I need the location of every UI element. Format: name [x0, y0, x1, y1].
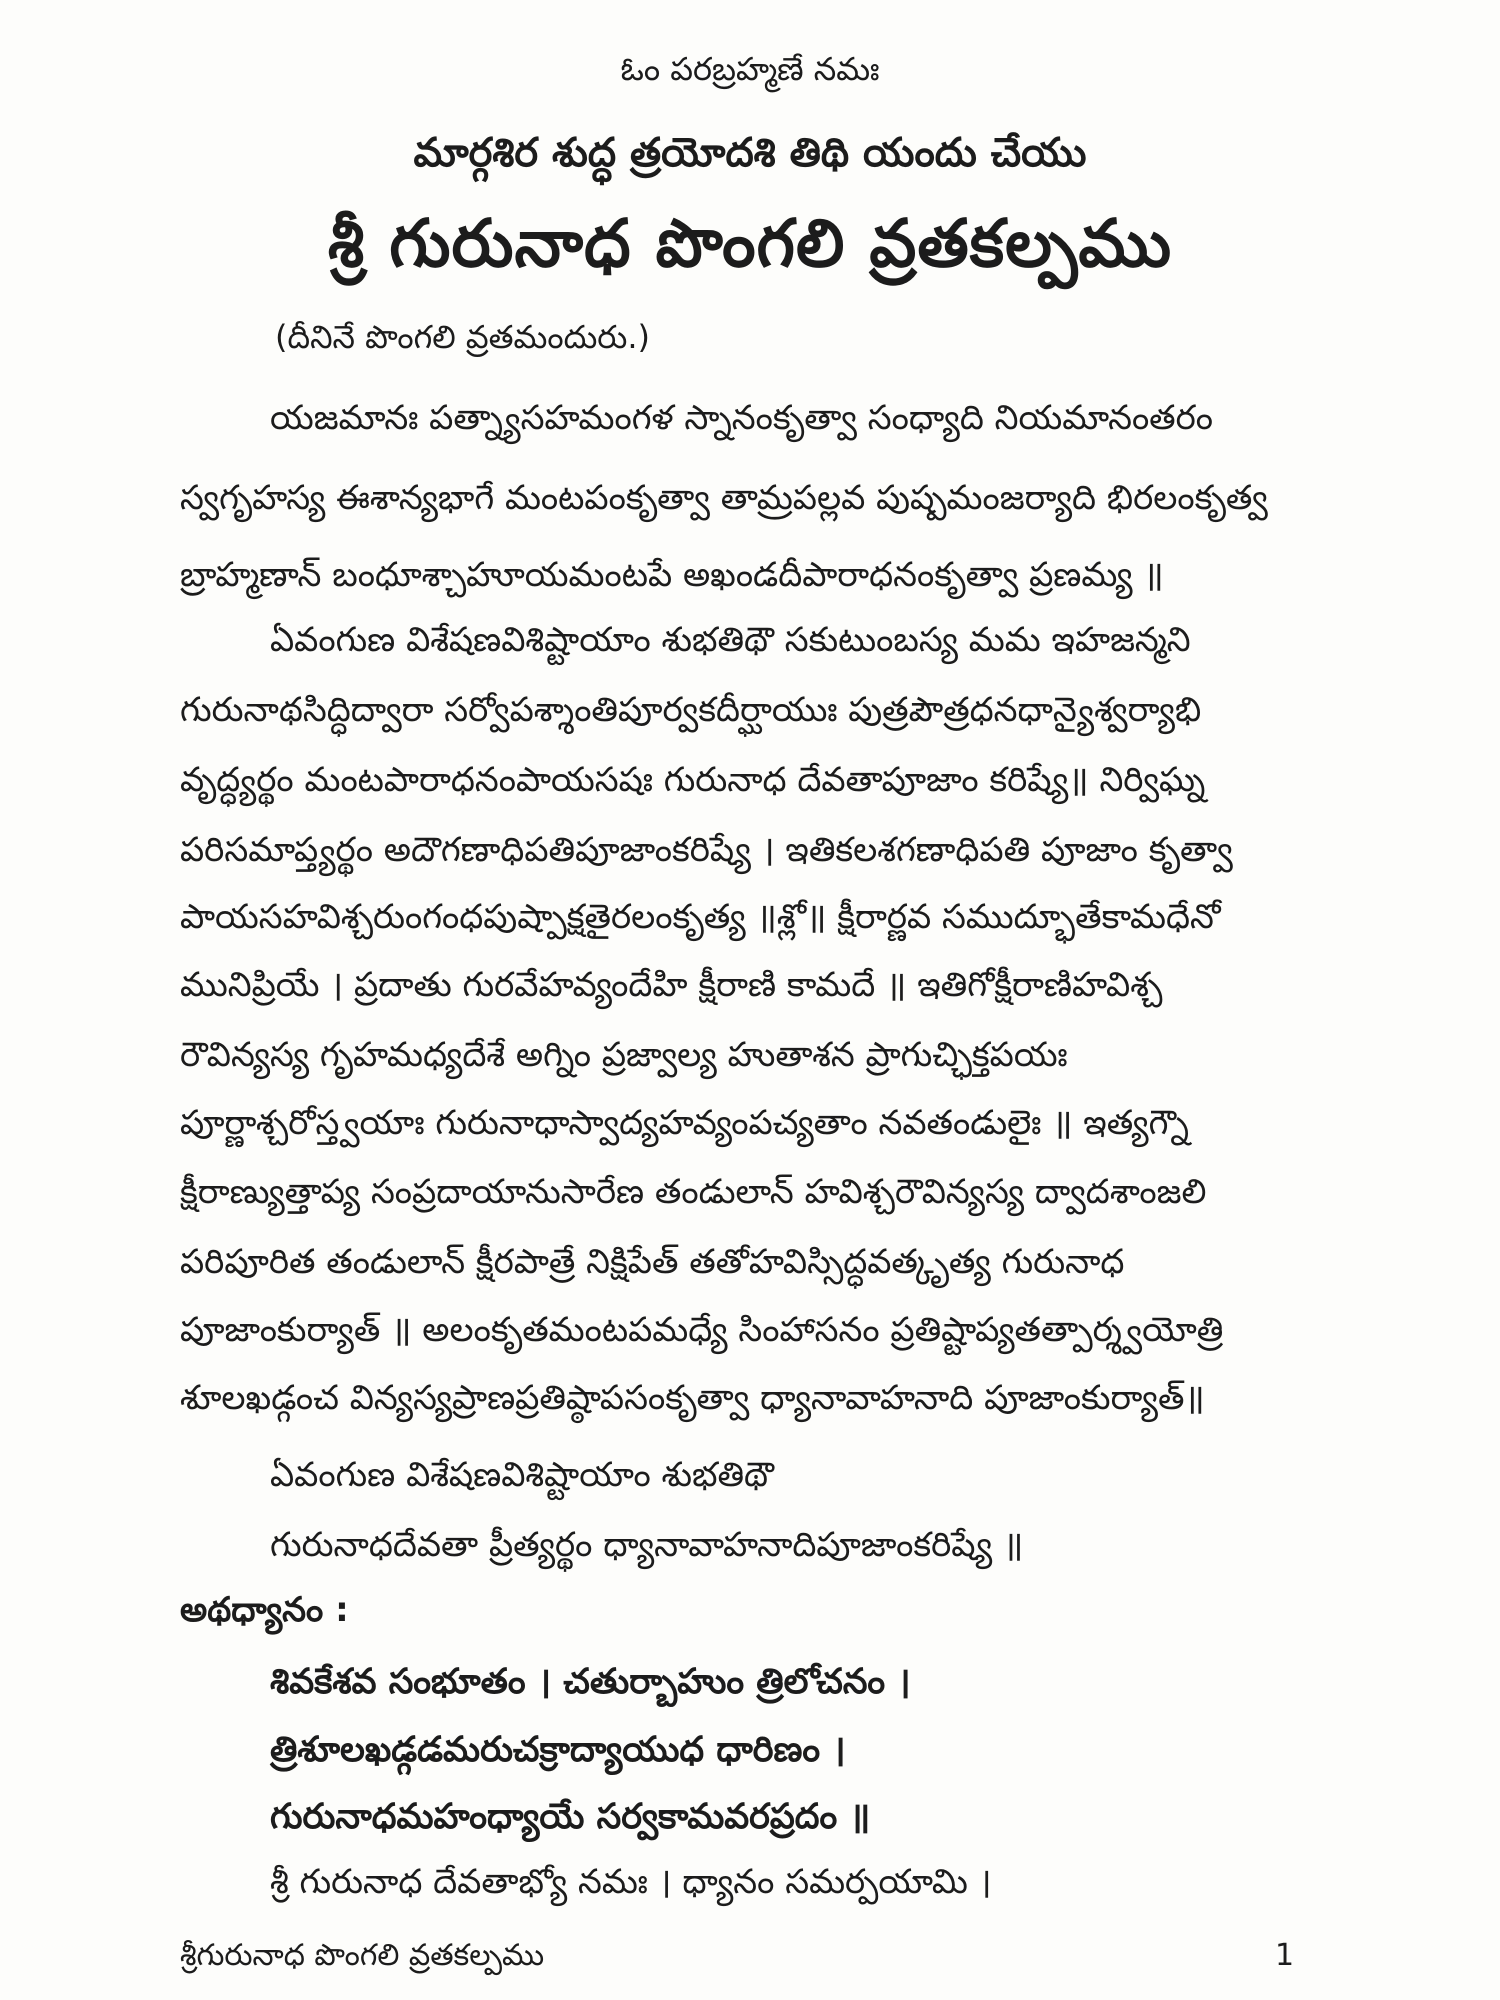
- verse-line: త్రిశూలఖడ్గడమరుచక్రాద్యాయుధ ధారిణం ।: [270, 1730, 846, 1770]
- paragraph1-line: స్వగృహస్య ఈశాన్యభాగే మంటపంకృత్వా తామ్రపల్లవ పుష్పమంజర్యాది భిరలంకృత్వ: [180, 478, 1268, 518]
- verse-line: గురునాధమహంధ్యాయే సర్వకామవరప్రదం ॥: [270, 1797, 871, 1837]
- paragraph1-line: బ్రాహ్మణాన్ బంధూశ్చాహూయమంటపే అఖండదీపారాధనంకృత్వా ప్రణమ్య ॥: [180, 555, 1164, 595]
- occasion-heading: మార్గశిర శుద్ధ త్రయోదశి తిథి యందు చేయు: [413, 130, 1087, 176]
- verse-line: శివకేశవ సంభూతం । చతుర్బాహుం త్రిలోచనం ।: [270, 1662, 911, 1702]
- paragraph2-line: పరిపూరిత తండులాన్ క్షీరపాత్రే నిక్షిపేత్ తతోహవిస్సిద్ధవత్కృత్య గురునాధ: [180, 1242, 1125, 1282]
- sankalpa-line: గురునాధదేవతా ప్రీత్యర్థం ధ్యానావాహనాదిపూజాంకరిష్యే ॥: [270, 1525, 1024, 1565]
- invocation-line: ఓం పరబ్రహ్మణే నమః: [620, 50, 880, 88]
- paragraph2-line: రౌవిన్యస్య గృహమధ్యదేశే అగ్నిం ప్రజ్వాల్య హుతాశన ప్రాగుచ్ఛిక్తపయః: [180, 1035, 1068, 1075]
- footer-title: శ్రీగురునాధ పొంగలి వ్రతకల్పము: [180, 1938, 545, 1973]
- dhyanam-heading: అథధ్యానం :: [180, 1590, 349, 1630]
- paragraph2-line: పూజాంకుర్యాత్ ॥ అలంకృతమంటపమధ్యే సింహాసనం ప్రతిష్టాప్యతత్పార్శ్వయోత్రి: [180, 1310, 1224, 1350]
- paragraph2-line: పాయసహవిశ్చరుంగంధపుష్పాక్షతైరలంకృత్య ॥శ్లో॥ క్షీరార్ణవ సముద్భూతేకామధేనో: [180, 897, 1221, 937]
- dhyanam-offering: శ్రీ గురునాధ దేవతాభ్యో నమః । ధ్యానం సమర్పయామి ।: [270, 1862, 992, 1902]
- paragraph2-line: క్షీరాణ్యుత్తాప్య సంప్రదాయానుసారేణ తండులాన్ హవిశ్చరౌవిన్యస్య ద్వాదశాంజలి: [180, 1172, 1207, 1212]
- title-note: (దీనినే పొంగలి వ్రతమందురు.): [275, 318, 651, 356]
- paragraph2-line: ఏవంగుణ విశేషణవిశిష్టాయాం శుభతిథౌ సకుటుంబస్య మమ ఇహజన్మని: [270, 620, 1191, 660]
- page-number: 1: [1275, 1938, 1295, 1973]
- paragraph2-line: పూర్ణాశ్చరోస్త్వయాః గురునాధాస్వాద్యహవ్యంపచ్యతాం నవతండులైః ॥ ఇత్యగ్నౌ: [180, 1103, 1189, 1143]
- sankalpa-line: ఏవంగుణ విశేషణవిశిష్టాయాం శుభతిథౌ: [270, 1455, 774, 1495]
- paragraph2-line: పరిసమాప్త్యర్థం అదౌగణాధిపతిపూజాంకరిష్యే । ఇతికలశగణాధిపతి పూజాం కృత్వా: [180, 830, 1233, 870]
- paragraph2-line: శూలఖడ్గంచ విన్యస్యప్రాణప్రతిష్ఠాపసంకృత్వా ధ్యానావాహనాది పూజాంకుర్యాత్॥: [180, 1378, 1205, 1418]
- document-title: శ్రీ గురునాధ పొంగలి వ్రతకల్పము: [327, 205, 1173, 282]
- paragraph2-line: గురునాథసిద్ధిద్వారా సర్వోపశ్శాంతిపూర్వకదీర్ఘాయుః పుత్రపౌత్రధనధాన్యైశ్వర్యాభి: [180, 690, 1202, 730]
- paragraph2-line: మునిప్రియే । ప్రదాతు గురవేహవ్యందేహి క్షీరాణి కామదే ॥ ఇతిగోక్షీరాణిహవిశ్చ: [180, 965, 1163, 1005]
- paragraph1-line: యజమానః పత్న్యాసహమంగళ స్నానంకృత్వా సంధ్యాది నియమానంతరం: [270, 398, 1214, 438]
- paragraph2-line: వృద్ధ్యర్థం మంటపారాధనంపాయసషః గురునాధ దేవతాపూజాం కరిష్యే॥ నిర్విఘ్న: [180, 760, 1206, 800]
